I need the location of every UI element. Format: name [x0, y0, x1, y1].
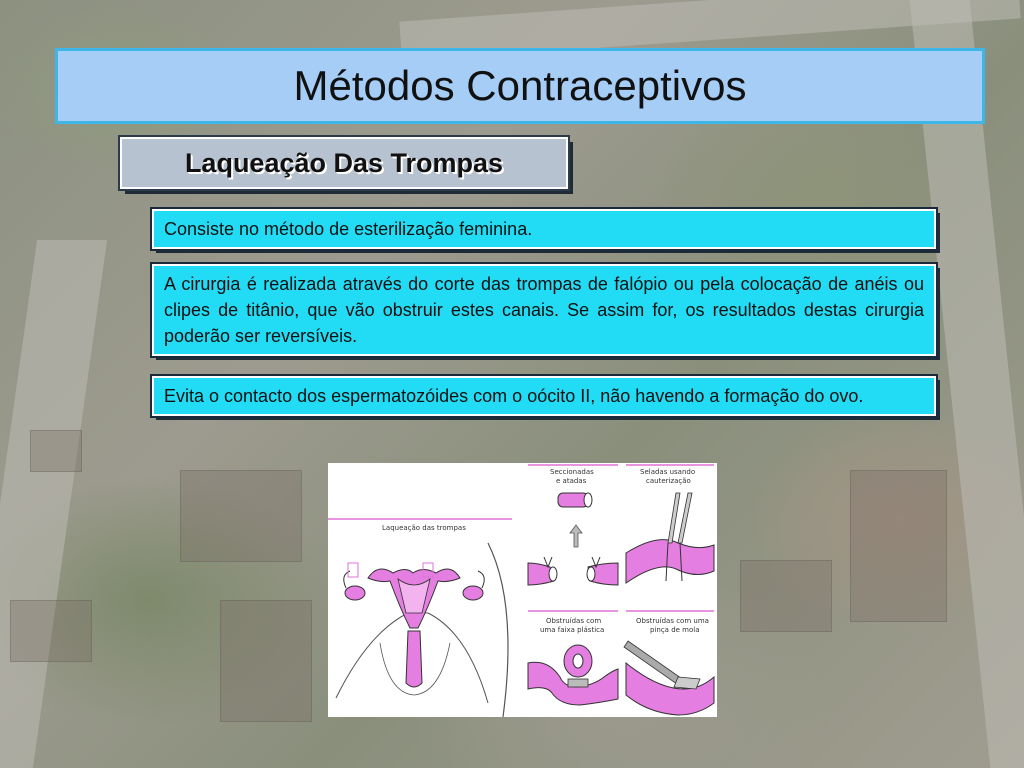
info-box-effect [152, 376, 936, 416]
info-box-definition [152, 209, 936, 249]
panel-cauterized [626, 468, 714, 583]
uterus-diagram [336, 543, 508, 717]
cautery-tool-icon [668, 493, 680, 543]
title-banner [55, 48, 985, 124]
svg-text:Obstruídas com uma: Obstruídas com uma [636, 617, 709, 625]
slide-title: Métodos Contraceptivos [293, 62, 747, 109]
plastic-band-icon [568, 679, 588, 687]
tubal-ligation-illustration [328, 463, 717, 717]
paragraph-definition: Consiste no método de esterilização feminina. [164, 219, 533, 239]
panel-cut-and-tied [528, 468, 618, 585]
svg-text:pinça de mola: pinça de mola [650, 626, 700, 634]
panel-plastic-band [528, 617, 618, 705]
svg-text:Seladas usando: Seladas usando [640, 468, 696, 476]
svg-text:cauterização: cauterização [646, 477, 691, 485]
main-caption: Laqueação das trompas [382, 524, 466, 532]
panel-spring-clip [624, 617, 714, 715]
svg-text:Obstruídas com: Obstruídas com [546, 617, 602, 625]
svg-text:e atadas: e atadas [556, 477, 587, 485]
tubal-ligation-figure [328, 463, 717, 717]
svg-text:uma faixa plástica: uma faixa plástica [540, 626, 605, 634]
svg-text:Seccionadas: Seccionadas [550, 468, 594, 476]
slide-subtitle: Laqueação Das Trompas [184, 147, 504, 178]
paragraph-effect: Evita o contacto dos espermatozóides com o oócito II, não havendo a formação do ovo. [164, 386, 864, 406]
subtitle-banner [120, 137, 568, 189]
paragraph-procedure: A cirurgia é realizada através do corte das trompas de falópio ou pela colocação de anéis ou clipes de titânio, que vão obstruir estes canais. Se assim for, os resultados destas cirurgia poderão ser reversíveis. [164, 274, 924, 346]
ligation-site-left [348, 563, 358, 577]
arrow-up-icon [570, 525, 582, 547]
info-box-procedure [152, 264, 936, 356]
